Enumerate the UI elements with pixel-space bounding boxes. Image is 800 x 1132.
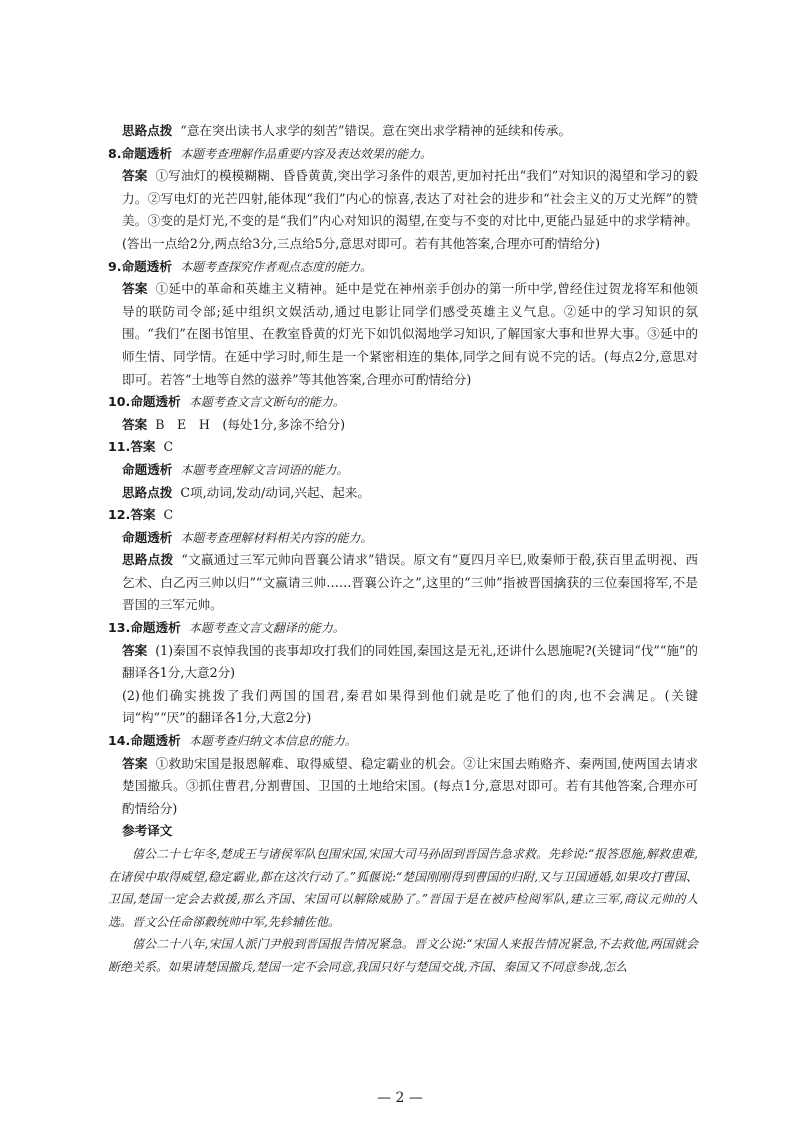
item-label: 答案 [122, 755, 148, 771]
item-label: 命题透析 [130, 733, 181, 749]
item-row [108, 120, 698, 143]
item-label: 答案 [122, 642, 148, 658]
item-row [108, 414, 698, 437]
item-text: 本题考查归纳文本信息的能力。 [188, 734, 357, 749]
item-label: 答案 [122, 281, 148, 297]
item-label: 思路点拨 [122, 123, 173, 138]
question-number: 13. [108, 620, 131, 636]
item-row [108, 436, 698, 459]
answer-block [108, 753, 698, 821]
item-row [108, 617, 698, 640]
item-label: 命题透析 [122, 461, 173, 477]
item-text: 本题考查理解作品重要内容及表达效果的能力。 [179, 146, 432, 161]
item-row [108, 256, 698, 279]
item-label: 思路点拨 [122, 484, 173, 500]
item-row [108, 504, 698, 527]
answer-block [108, 165, 698, 255]
item-label: 答案 [130, 507, 156, 523]
answer-block [108, 278, 698, 391]
item-label: 思路点拨 [122, 552, 174, 568]
translation-paragraph: 僖公二十八年,宋国人派门尹般到晋国报告情况紧急。晋文公说:“宋国人来报告情况紧急,不去救他,两国就会断绝关系。如果请楚国撤兵,楚国一定不会同意,我国只好与楚国交战,齐国、秦国又不同意参战,怎么 [108, 937, 698, 974]
question-number: 10. [108, 394, 131, 410]
item-text: C项,动词,发动/动词,兴起、起来。 [180, 484, 370, 500]
item-text: 本题考查文言文断句的能力。 [188, 395, 345, 410]
item-text: “文嬴通过三军元帅向晋襄公请求”错误。原文有“夏四月辛巳,败秦师于殽,获百里孟明视、西乞术、白乙丙三帅以归”“文嬴请三帅……晋襄公许之”,这里的“三帅”指被晋国擒获的三位秦国将军,不是晋国的三军元帅。 [122, 552, 699, 613]
item-label: 答案 [130, 439, 156, 455]
translation-text [108, 843, 698, 978]
item-label: 命题透析 [130, 394, 181, 410]
item-row [108, 459, 698, 482]
item-label: 参考译文 [122, 823, 173, 839]
item-label: 命题透析 [130, 620, 181, 636]
question-number: 8. [108, 145, 122, 161]
item-row [108, 143, 698, 166]
item-text: 本题考查理解材料相关内容的能力。 [180, 530, 373, 545]
translation-paragraph: 僖公二十七年冬,楚成王与诸侯军队包围宋国,宋国大司马孙固到晋国告急求救。先轸说:“报答恩施,解救患难,在诸侯中取得威望,稳定霸业,都在这次行动了。”狐偃说:“楚国刚刚得到曹国的归附,又与卫国通婚,如果攻打曹国、卫国,楚国一定会去救援,那么齐国、宋国可以解除威胁了。”晋国于是在被庐检阅军队,建立三军,商议元帅的人选。晋文公任命郤縠统帅中军,先轸辅佐他。 [108, 847, 698, 929]
item-label: 命题透析 [121, 258, 172, 274]
question-number: 14. [108, 733, 131, 749]
item-label: 答案 [122, 168, 148, 184]
item-label: 命题透析 [121, 145, 172, 161]
item-text: ①延中的革命和英雄主义精神。延中是党在神州亲手创办的第一所中学,曾经住过贺龙将军和他领导的联防司令部;延中组织文娱活动,通过电影让同学们感受英雄主义气息。②延中的学习知识的氛围。“我们”在图书馆里、在教室昏黄的灯光下如饥似渴地学习知识,了解国家大事和世界大事。③延中的师生情、同学情。在延中学习时,师生是一个紧密相连的集体,同学之间有说不完的话。(每点2分,意思对即可。若答“土地等自然的滋养”等其他答案,合理亦可酌情给分) [122, 281, 698, 387]
item-text: C [163, 507, 174, 523]
item-text: ①救助宋国是报恩解难、取得威望、稳定霸业的机会。②让宋国去贿赂齐、秦两国,使两国去请求楚国撤兵。③抓住曹君,分割曹国、卫国的土地给宋国。(每点1分,意思对即可。若有其他答案,合理亦可酌情给分) [122, 755, 698, 816]
answer-block [108, 640, 698, 730]
answer-block [108, 549, 698, 617]
question-number: 11. [108, 439, 131, 455]
item-text: B E H (每处1分,多涂不给分) [155, 416, 345, 432]
item-text: “意在突出读书人求学的刻苦”错误。意在突出求学精神的延续和传承。 [180, 123, 572, 138]
section-heading [108, 820, 698, 843]
item-text: C [163, 439, 174, 455]
question-number: 9. [108, 258, 122, 274]
item-text: (1)秦国不哀悼我国的丧事却攻打我们的同姓国,秦国这是无礼,还讲什么恩施呢?(关键词“伐”“施”的翻译各1分,大意2分) [122, 642, 699, 681]
page-number: — 2 — [377, 1090, 423, 1106]
item-label: 命题透析 [122, 529, 173, 545]
item-label: 答案 [122, 416, 148, 432]
item-row [108, 391, 698, 414]
item-text: ①写油灯的模模糊糊、昏昏黄黄,突出学习条件的艰苦,更加衬托出“我们”对知识的渴望和学习的毅力。②写电灯的光芒四射,能体现“我们”内心的惊喜,表达了对社会的进步和“社会主义的万丈光辉”的赞美。③变的是灯光,不变的是“我们”内心对知识的渴望,在变与不变的对比中,更能凸显延中的求学精神。(答出一点给2分,两点给3分,三点给5分,意思对即可。若有其他答案,合理亦可酌情给分) [122, 168, 698, 251]
answer-page [108, 120, 698, 978]
item-row [108, 730, 698, 753]
item-text: 本题考查理解文言词语的能力。 [180, 462, 349, 477]
item-text: 本题考查探究作者观点态度的能力。 [179, 259, 372, 274]
item-row [108, 527, 698, 550]
question-number: 12. [108, 507, 131, 523]
item-row [108, 482, 698, 505]
item-text: (2)他们确实挑拨了我们两国的国君,秦君如果得到他们就是吃了他们的肉,也不会满足。(关键词“构”“厌”的翻译各1分,大意2分) [122, 687, 698, 726]
item-text: 本题考查文言文翻译的能力。 [188, 621, 345, 636]
